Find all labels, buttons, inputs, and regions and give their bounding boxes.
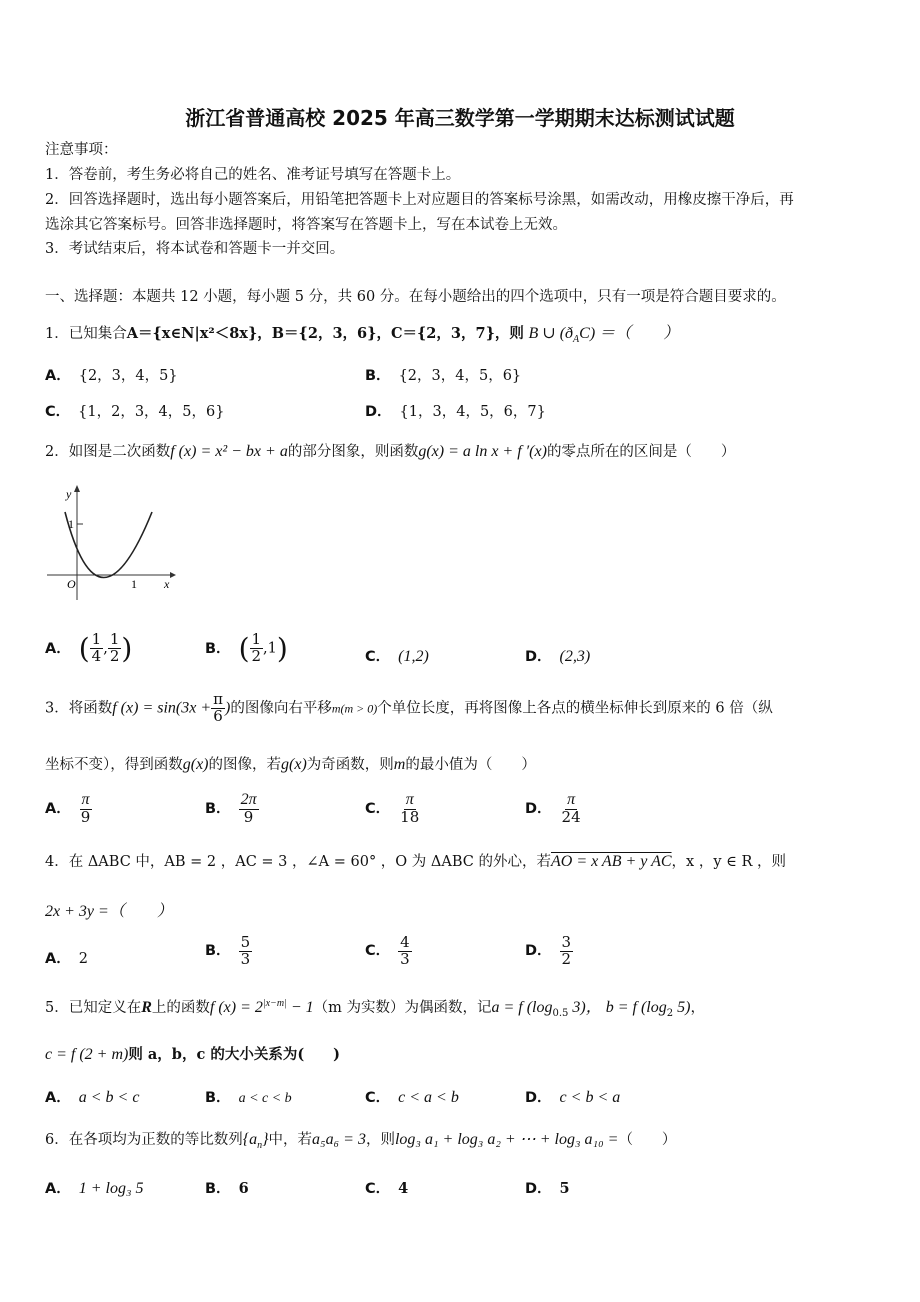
q4-option-a-text: 2 [78, 951, 88, 967]
q5-comma: ， [690, 1000, 705, 1016]
q2-option-c-text: (1,2) [398, 648, 429, 665]
q5-option-b-label: B． [205, 1090, 231, 1106]
q4-option-c-label: C． [365, 943, 391, 960]
q4-line2: 2x + 3y =（ ） [45, 903, 173, 920]
x-axis-arrow [170, 572, 176, 578]
q1-option-c[interactable] [45, 400, 224, 421]
question-5 [45, 994, 705, 1019]
q3-line2d: 的最小值为（ ） [405, 757, 536, 773]
q4b-d: 3 [240, 949, 251, 968]
q3b-d: 9 [243, 807, 254, 826]
q3c-d: 18 [400, 807, 420, 826]
q5-option-c-text: c < a < b [398, 1089, 459, 1106]
q2b-d: 2 [251, 647, 262, 665]
q3a-n: π [81, 791, 90, 808]
q1-option-b[interactable] [365, 364, 521, 385]
q2-mid: 的部分图象，则函数 [287, 444, 419, 460]
q6-expr: log₃ a₁ + log₃ a₂ + ⋯ + log₃ a₁₀ = [394, 1131, 619, 1148]
q5-line2: c = f (2 + m) [45, 1046, 129, 1063]
y-tick-label: 1 [68, 517, 74, 531]
q2-option-a[interactable]: A． ( $\frac{1}{4}$ , $\frac{1}{2}$ ) [45, 630, 133, 665]
q6-option-d[interactable] [525, 1177, 570, 1198]
q5-asub: 0.5 [552, 1007, 569, 1019]
q2-prefix: 2．如图是二次函数 [45, 444, 171, 460]
question-2 [45, 440, 735, 461]
q1-expr: B ∪ (ð [528, 325, 574, 342]
q5-bend: 5) [673, 999, 691, 1016]
q6-line1a: 6．在各项均为正数的等比数列 [45, 1132, 243, 1148]
q3-line2c: 为奇函数，则 [306, 757, 394, 773]
q4d-n: 3 [561, 933, 572, 951]
q5-bsub: 2 [666, 1007, 674, 1019]
q5-minus1: − 1 [286, 999, 314, 1016]
q5-line1c: （m 为实数）为偶函数，记 [313, 1000, 492, 1016]
q3b-n: 2π [240, 791, 257, 808]
q3-option-b[interactable] [205, 792, 259, 826]
q1-sub: A [573, 333, 580, 345]
question-1 [45, 320, 679, 345]
q5-aend: 3) [568, 999, 586, 1016]
q2-g: g(x) = a ln x + f ′(x) [418, 443, 547, 460]
q5-R: R [141, 999, 152, 1016]
q6-line1b: 中，若 [268, 1132, 313, 1148]
q1-option-a[interactable] [45, 364, 178, 385]
parabola-curve [65, 512, 152, 578]
q6-cond: a₅a₆ = 3 [312, 1131, 366, 1148]
q5-option-a[interactable] [45, 1086, 139, 1107]
q1-sets: A＝{x∈N|x²＜8x}，B＝{2，3，6}，C＝{2，3，7}，则 [126, 325, 524, 342]
y-axis-arrow [74, 485, 80, 492]
q3-option-a[interactable] [45, 792, 92, 826]
q6-option-a-text: 1 + log₃ 5 [78, 1180, 144, 1197]
q3-g: g(x) [182, 756, 209, 773]
q4-option-d[interactable] [525, 935, 573, 968]
q1-prefix: 1．已知集合 [45, 326, 127, 342]
q4-tail: ，x ，y ∈ R ，则 [671, 854, 786, 870]
q4-option-d-label: D． [525, 943, 552, 960]
q5-option-d[interactable] [525, 1086, 620, 1107]
q3-close: ) [225, 699, 231, 717]
q6-option-d-label: D． [525, 1181, 552, 1197]
q3-g2: g(x) [281, 756, 307, 773]
notice-heading: 注意事项： [45, 142, 118, 158]
q5-b: ， b = f (log [585, 999, 667, 1016]
question-4 [45, 850, 786, 871]
q2-option-b[interactable]: B． ( $\frac{1}{2}$ ,1) [205, 630, 288, 665]
q5-f: f (x) = 2 [209, 999, 263, 1016]
q3-option-a-label: A． [45, 800, 71, 817]
q3d-n: π [567, 791, 576, 808]
q5-option-b-text: a < c < b [238, 1091, 292, 1106]
x-tick-label: 1 [131, 577, 137, 591]
q5-option-a-text: a < b < c [78, 1089, 140, 1106]
q1-option-c-label: C． [45, 404, 71, 420]
q2-option-c-label: C． [365, 649, 391, 665]
q4c-n: 4 [400, 933, 410, 951]
question-5-line2 [45, 1043, 340, 1064]
q3-m: m(m > 0) [331, 701, 378, 716]
q5-option-d-label: D． [525, 1090, 552, 1106]
q2b-n: 1 [251, 630, 262, 649]
q6-seq: {a [242, 1131, 258, 1148]
q2a-d2: 2 [109, 647, 120, 665]
question-4-line2 [45, 898, 173, 921]
q1-option-b-text: {2，3，4，5，6} [398, 368, 522, 384]
q5-option-d-text: c < b < a [559, 1089, 621, 1106]
q3-line2b: 的图像，若 [208, 757, 282, 773]
q2a-n: 1 [91, 630, 102, 649]
q4-option-a-label: A． [45, 951, 71, 967]
q4-option-b-label: B． [205, 943, 231, 960]
q5-line1b: 上的函数 [151, 1000, 210, 1016]
q2-option-b-label: B． [205, 640, 231, 657]
q6-option-c-text: 4 [398, 1180, 409, 1197]
q6-option-c-label: C． [365, 1181, 391, 1197]
q4-line1: 4．在 ΔABC 中，AB = 2 ，AC = 3 ，∠A = 60° ，O 为 ΔABC 的外心，若 [45, 854, 551, 870]
notice-item: 选涂其它答案标号。回答非选择题时，将答案写在答题卡上，写在本试卷上无效。 [45, 217, 567, 233]
q3a-d: 9 [80, 807, 91, 826]
q2a-n2: 1 [109, 630, 120, 649]
q3-option-d[interactable] [525, 792, 583, 826]
q2-suffix: 的零点所在的区间是（ ） [546, 444, 736, 460]
question-3-line2 [45, 753, 536, 774]
q5-exp: |x−m| [262, 998, 287, 1010]
q2-f: f (x) = x² − bx + a [170, 443, 288, 460]
q3-option-b-label: B． [205, 800, 231, 817]
question-6 [45, 1128, 676, 1151]
q2-option-a-label: A． [45, 640, 71, 657]
q4c-d: 3 [400, 949, 410, 968]
q2-option-d-label: D． [525, 649, 552, 665]
q3d-d: 24 [561, 807, 581, 826]
notice-item: 3．考试结束后，将本试卷和答题卡一并交回。 [45, 241, 345, 257]
q6-option-b-label: B． [205, 1181, 231, 1197]
q5-option-c-label: C． [365, 1090, 391, 1106]
q3-f: f (x) = sin(3x + [112, 699, 212, 717]
q2-option-c[interactable] [365, 645, 429, 666]
q4-vec: AO = x AB + y AC [550, 853, 672, 870]
q3-mm: m [393, 756, 406, 773]
page-title: 浙江省普通高校 2025 年高三数学第一学期期末达标测试试题 [185, 106, 735, 130]
q6-line1c: ，则 [365, 1132, 395, 1148]
q1-option-a-text: {2，3，4，5} [78, 368, 178, 384]
q1-option-d-text: {1，3，4，5，6，7} [399, 404, 546, 420]
q1-option-a-label: A． [45, 368, 71, 384]
q2b-rest: ,1 [263, 640, 277, 657]
q4-option-a[interactable] [45, 947, 88, 968]
q6-option-a[interactable] [45, 1177, 144, 1198]
q3-tail: 个单位长度，再将图像上各点的横坐标伸长到原来的 6 倍（纵 [377, 700, 773, 717]
q5-option-c[interactable] [365, 1086, 459, 1107]
parabola-graph [45, 482, 180, 604]
q3-option-c[interactable] [365, 792, 421, 826]
q5-option-a-label: A． [45, 1090, 71, 1106]
q6-option-c[interactable] [365, 1177, 408, 1198]
y-axis-label: y [66, 487, 72, 501]
q3-option-d-label: D． [525, 800, 552, 817]
q3c-n: π [405, 791, 414, 808]
q4d-d: 2 [561, 949, 572, 968]
q6-seqend: } [262, 1131, 269, 1148]
q6-option-b[interactable] [205, 1177, 249, 1198]
q3-option-c-label: C． [365, 800, 391, 817]
q6-option-d-text: 5 [559, 1180, 570, 1197]
q4-option-c[interactable] [365, 935, 412, 968]
q6-option-b-text: 6 [238, 1180, 249, 1197]
q3-six: 6 [213, 706, 223, 725]
q5-option-b[interactable] [205, 1086, 292, 1107]
q2-option-d-text: (2,3) [559, 648, 591, 665]
q2a-d: 4 [91, 647, 102, 665]
q1-option-d[interactable] [365, 400, 546, 421]
q1-option-d-label: D． [365, 404, 392, 420]
origin-label: O [67, 577, 76, 591]
q6-line1d: （ ） [618, 1132, 677, 1148]
section-heading: 一、选择题：本题共 12 小题，每小题 5 分，共 60 分。在每小题给出的四个选项中，只有一项是符合题目要求的。 [45, 289, 786, 305]
q5-line1a: 5．已知定义在 [45, 1000, 142, 1016]
notice-item: 1．答卷前，考生务必将自己的姓名、准考证号填写在答题卡上。 [45, 167, 461, 183]
q4b-n: 5 [240, 933, 251, 951]
q6-option-a-label: A． [45, 1181, 71, 1197]
q6-seqsub: n [257, 1139, 263, 1151]
q2-option-d[interactable] [525, 645, 590, 666]
x-axis-label: x [164, 577, 170, 591]
q5-line2b: 则 a，b，c 的大小关系为( ) [128, 1046, 341, 1063]
q4-option-b[interactable] [205, 935, 252, 968]
q3-line2a: 坐标不变），得到函数 [45, 757, 183, 773]
q5-a: a = f (log [491, 999, 553, 1016]
q3-pi: π [213, 690, 223, 708]
q3-mid: 的图像向右平移 [230, 700, 332, 717]
q1-option-b-label: B． [365, 368, 391, 384]
q3-prefix: 3．将函数 [45, 700, 113, 717]
notice-item: 2．回答选择题时，选出每小题答案后，用铅笔把答题卡上对应题目的答案标号涂黑，如需改动，用橡皮擦干净后，再 [45, 192, 794, 208]
q1-option-c-text: {1，2，3，4，5，6} [78, 404, 225, 420]
question-3 [45, 692, 773, 725]
q1-expr2: C) ＝（ ） [579, 325, 680, 342]
